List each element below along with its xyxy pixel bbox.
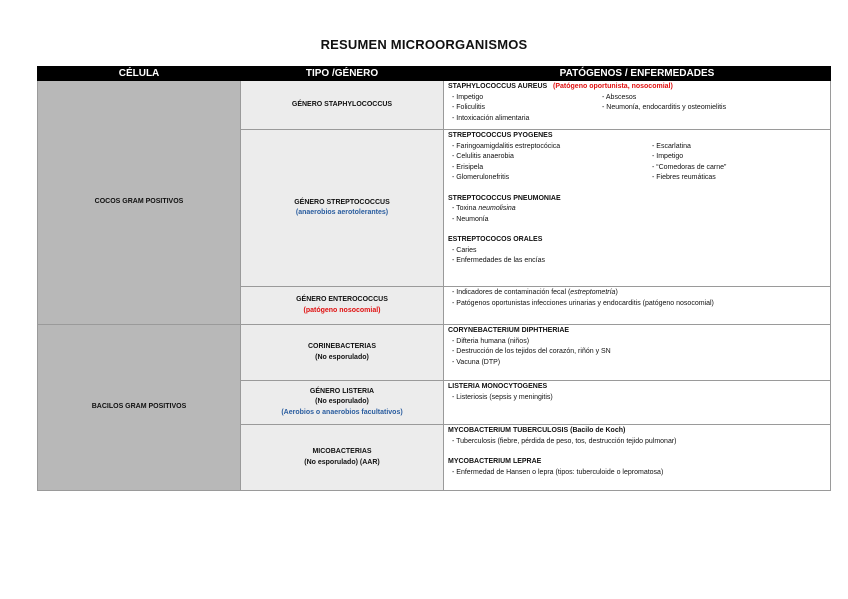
list-item-italic: neumolisina (478, 205, 516, 212)
list-item: - Escarlatina (652, 142, 691, 150)
list-item: - Patógenos oportunistas infecciones urinarias y endocarditis (patógeno nosocomial) (452, 299, 714, 307)
listeria-note-blue: (Aerobios o anaerobios facultativos) (281, 408, 403, 416)
list-item-text: - Toxina (452, 205, 479, 212)
group-bacilos: BACILOS GRAM POSITIVOS (38, 325, 241, 491)
entero-note: (patógeno nosocomial) (303, 306, 381, 314)
pathogens-streptococcus (444, 130, 831, 287)
genus-enterococcus-label: GÉNERO ENTEROCOCCUS (296, 296, 388, 303)
table-row-staphylococcus (38, 81, 831, 130)
list-item: - Impetigo (652, 153, 684, 160)
page-title: RESUMEN MICROORGANISMOS (320, 37, 528, 52)
list-item: - Foliculitis (452, 104, 486, 111)
list-item: - Vacuna (DTP) (452, 358, 501, 366)
list-item: - Celulitis anaerobia (452, 153, 514, 160)
list-item: - Enfermedad de Hansen o lepra (tipos: tuberculoide o lepromatosa) (452, 468, 664, 476)
list-item: - Impetigo (452, 93, 484, 101)
species-l-monocytogenes: LISTERIA MONOCYTOGENES (448, 383, 548, 390)
list-item: - Intoxicación alimentaria (452, 114, 530, 122)
species-m-leprae: MYCOBACTERIUM LEPRAE (448, 458, 542, 465)
pathogens-listeria (444, 381, 831, 425)
genus-micobacterias (241, 425, 444, 491)
list-item: - Faringoamigdalitis estreptocócica (452, 142, 561, 150)
genus-streptococcus-label: GÉNERO STREPTOCOCCUS (294, 198, 390, 206)
list-item: - Neumonía, endocarditis y osteomielitis (602, 104, 727, 111)
species-c-diphtheriae: CORYNEBACTERIUM DIPHTHERIAE (448, 327, 570, 334)
table-header-row (38, 67, 831, 81)
myco-note: (No esporulado) (AAR) (304, 458, 380, 466)
pathogens-enterococcus (444, 287, 831, 325)
list-item-text: - Indicadores de contaminación fecal ( (452, 289, 571, 296)
list-item (448, 204, 830, 215)
list-item: - Fiebres reumáticas (652, 174, 716, 181)
list-item: - Erisipela (452, 163, 484, 171)
list-item: - Difteria humana (niños) (452, 337, 530, 345)
list-item (448, 288, 830, 299)
species-s-pyogenes: STREPTOCOCCUS PYOGENES (448, 132, 553, 139)
table-row-corinebacterias (38, 325, 831, 381)
list-item: - Enfermedades de las encías (452, 257, 545, 264)
list-item: - Glomerulonefritis (452, 174, 510, 181)
list-item-italic: estreptometría (570, 289, 616, 296)
list-item: - Destrucción de los tejidos del corazón, riñón y SN (452, 348, 611, 355)
listeria-note: (No esporulado) (315, 398, 369, 406)
species-s-aureus: STAPHYLOCOCCUS AUREUS (448, 83, 548, 90)
list-item: - “Comedoras de carne” (652, 163, 727, 171)
genus-streptococcus (241, 130, 444, 287)
microorganism-table (37, 66, 831, 491)
list-item: - Abscesos (602, 93, 637, 101)
strep-note: (anaerobios aerotolerantes) (295, 209, 389, 216)
pathogens-corinebacterias (444, 325, 831, 381)
species-estreptococos-orales: ESTREPTOCOCOS ORALES (448, 236, 543, 243)
genus-enterococcus (241, 287, 444, 325)
species-m-tuberculosis: MYCOBACTERIUM TUBERCULOSIS (Bacilo de Koch) (448, 427, 626, 434)
genus-staphylococcus: GÉNERO STAPHYLOCOCCUS (241, 81, 444, 130)
header-pathogens: PATÓGENOS / ENFERMEDADES (444, 67, 831, 81)
list-item: - Neumonía (452, 215, 489, 223)
pathogens-micobacterias (444, 425, 831, 491)
genus-micobacterias-label: MICOBACTERIAS (312, 448, 372, 455)
coryne-note: (No esporulado) (315, 353, 369, 361)
species-s-pneumoniae: STREPTOCOCCUS PNEUMONIAE (448, 194, 561, 202)
genus-corinebacterias-label: CORINEBACTERIAS (307, 343, 377, 350)
list-item-text: ) (615, 289, 618, 296)
header-type: TIPO /GÉNERO (241, 67, 444, 81)
pathogens-staphylococcus (444, 81, 831, 130)
header-cell: CÉLULA (38, 67, 241, 81)
list-item: - Listeriosis (sepsis y meningitis) (452, 393, 553, 401)
list-item: - Tuberculosis (fiebre, pérdida de peso, tos, destrucción tejido pulmonar) (452, 437, 677, 445)
genus-corinebacterias (241, 325, 444, 381)
genus-listeria-label: GÉNERO LISTERIA (309, 387, 375, 395)
staph-note: (Patógeno oportunista, nosocomial) (553, 83, 673, 90)
genus-listeria (241, 381, 444, 425)
group-cocos: COCOS GRAM POSITIVOS (38, 81, 241, 325)
list-item: - Caries (452, 246, 477, 254)
